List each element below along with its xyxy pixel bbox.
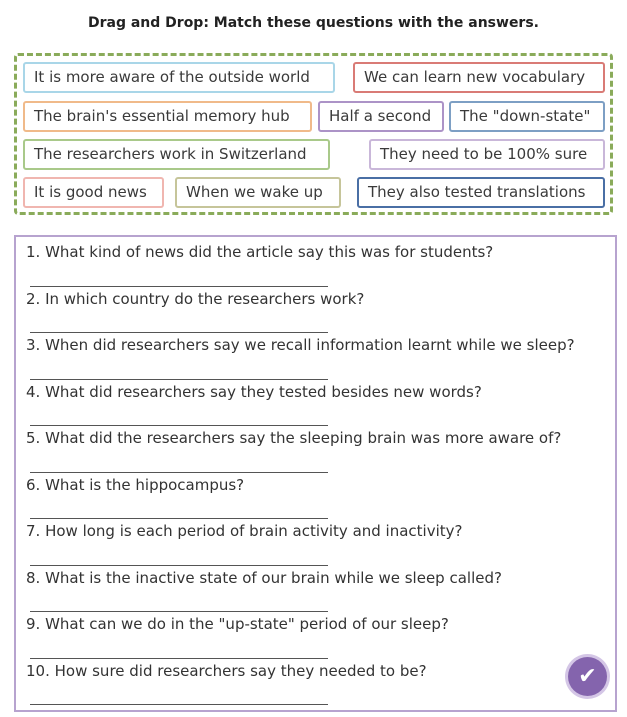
question-8: 8. What is the inactive state of our brain while we sleep called?: [26, 569, 502, 587]
drop-slot-10[interactable]: [30, 690, 328, 705]
answer-chip-switzerland[interactable]: The researchers work in Switzerland: [23, 139, 330, 170]
question-7: 7. How long is each period of brain activity and inactivity?: [26, 522, 463, 540]
drop-slot-4[interactable]: [30, 411, 328, 426]
answer-chip-outside-world[interactable]: It is more aware of the outside world: [23, 62, 335, 93]
question-1: 1. What kind of news did the article say this was for students?: [26, 243, 494, 261]
answer-chip-translations[interactable]: They also tested translations: [357, 177, 605, 208]
drop-slot-8[interactable]: [30, 597, 328, 612]
drop-slot-7[interactable]: [30, 551, 328, 566]
answer-chip-half-second[interactable]: Half a second: [318, 101, 444, 132]
drop-slot-6[interactable]: [30, 504, 328, 519]
question-3: 3. When did researchers say we recall information learnt while we sleep?: [26, 336, 575, 354]
drop-slot-3[interactable]: [30, 365, 328, 380]
answer-chip-vocabulary[interactable]: We can learn new vocabulary: [353, 62, 605, 93]
answer-chip-memory-hub[interactable]: The brain's essential memory hub: [23, 101, 312, 132]
drop-slot-2[interactable]: [30, 318, 328, 333]
question-6: 6. What is the hippocampus?: [26, 476, 245, 494]
question-2: 2. In which country do the researchers work?: [26, 290, 365, 308]
check-answers-button[interactable]: [568, 657, 607, 696]
answer-chip-good-news[interactable]: It is good news: [23, 177, 164, 208]
answer-chip-down-state[interactable]: The "down-state": [449, 101, 605, 132]
answer-chip-100-percent[interactable]: They need to be 100% sure: [369, 139, 605, 170]
question-10: 10. How sure did researchers say they needed to be?: [26, 662, 427, 680]
drop-slot-1[interactable]: [30, 272, 328, 287]
page-title: Drag and Drop: Match these questions with the answers.: [87, 15, 539, 31]
checkmark-icon: ✔: [578, 664, 597, 689]
answer-chip-wake-up[interactable]: When we wake up: [175, 177, 341, 208]
drop-slot-5[interactable]: [30, 458, 328, 473]
question-9: 9. What can we do in the "up-state" period of our sleep?: [26, 615, 449, 633]
question-5: 5. What did the researchers say the sleeping brain was more aware of?: [26, 429, 562, 447]
question-4: 4. What did researchers say they tested besides new words?: [26, 383, 482, 401]
question-list: [14, 235, 617, 712]
drop-slot-9[interactable]: [30, 644, 328, 659]
